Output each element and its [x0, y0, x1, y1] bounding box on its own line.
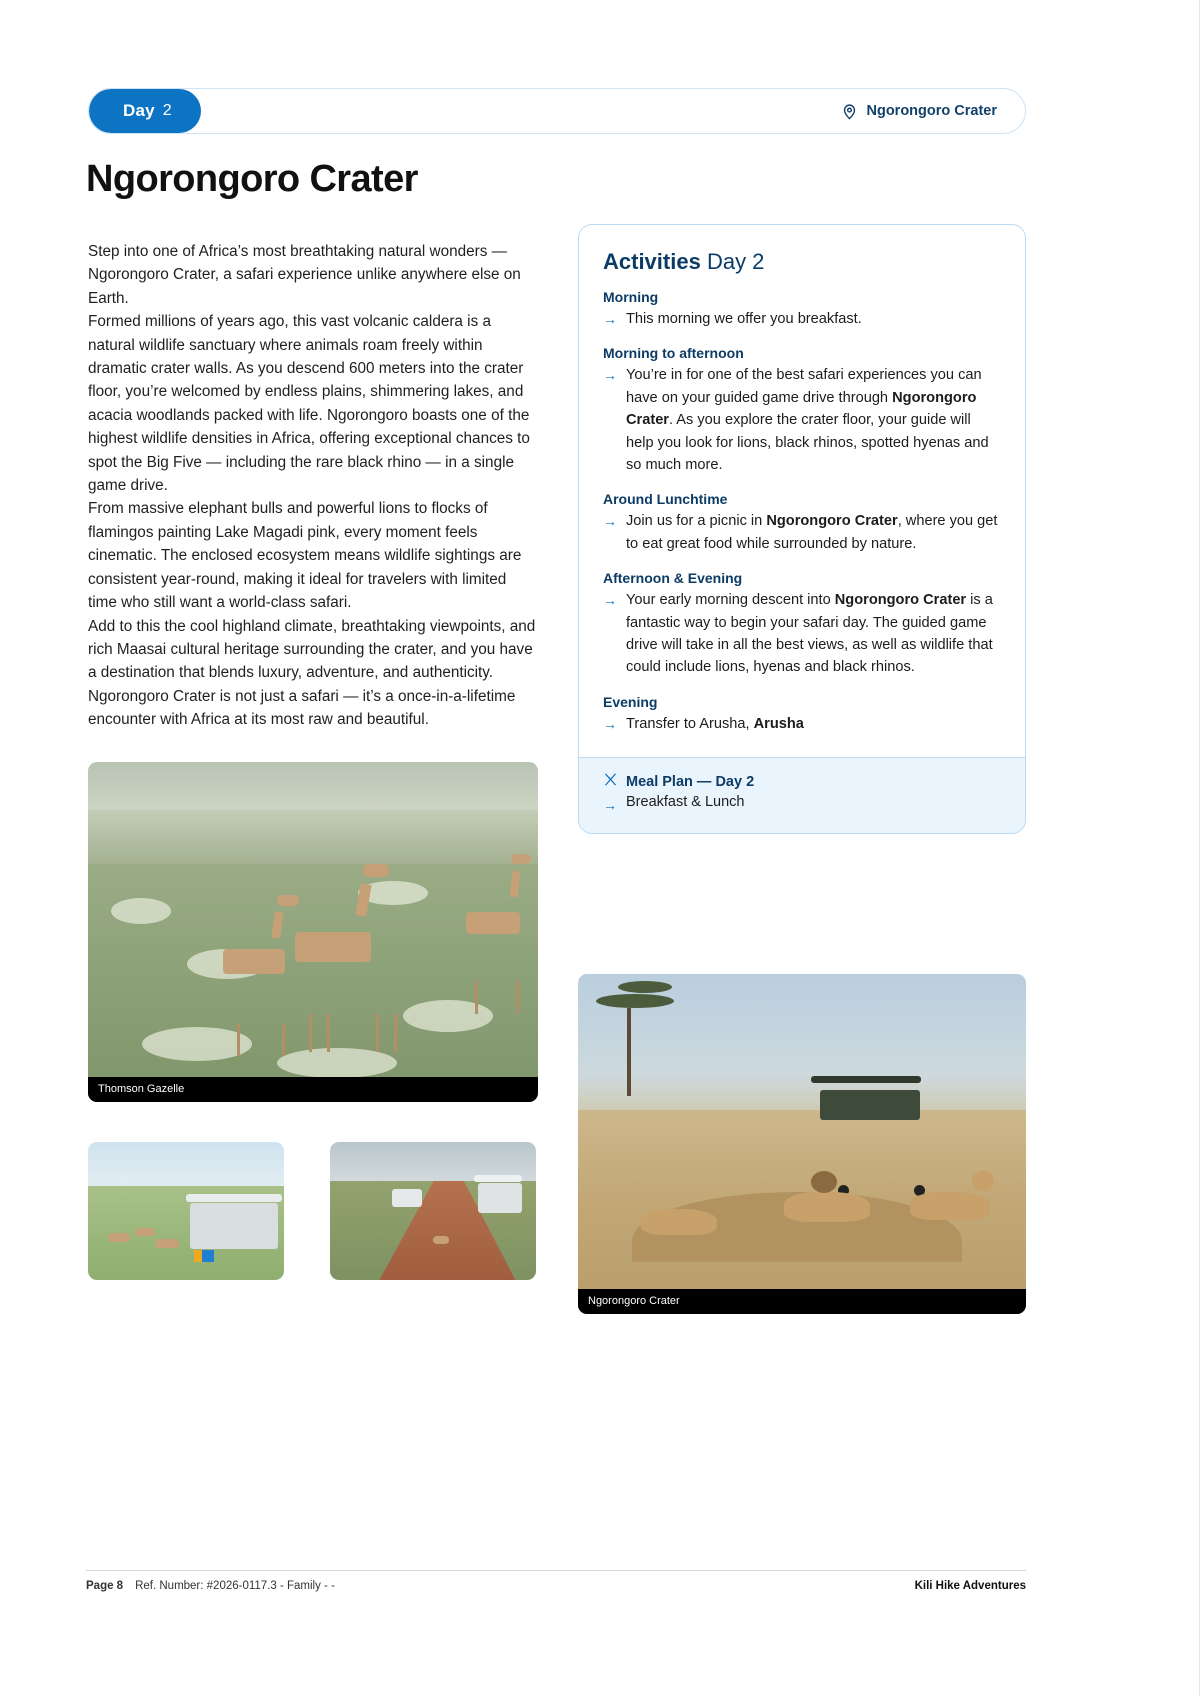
footer-brand: Kili Hike Adventures: [914, 1580, 1026, 1592]
activity-heading: Morning: [603, 289, 659, 305]
photo-dirt-road-vehicles: [330, 1142, 536, 1280]
body-text: [88, 240, 538, 732]
activity-segment: [603, 570, 999, 679]
activity-heading: Evening: [603, 693, 658, 710]
photo-caption: Thomson Gazelle: [88, 1077, 538, 1102]
activity-heading: Afternoon & Evening: [603, 570, 743, 587]
meal-plan-row: [603, 794, 999, 816]
arrow-icon: →: [603, 367, 617, 384]
activity-segment: [603, 345, 999, 476]
activity-text: This morning we offer you breakfast.: [626, 311, 862, 327]
activity-text: You’re in for one of the best safari experiences you can have on your guided game drive through Ngorongoro Crater. As you explore the crater floor, your guide will help you look for lions, black rhinos, spotted hyenas and so much more.: [626, 367, 989, 474]
activity-row: [603, 713, 999, 735]
meal-plan-label: Meal Plan — Day 2: [626, 773, 755, 790]
activity-heading: Morning to afternoon: [603, 345, 744, 362]
body-paragraph-3: From massive elephant bulls and powerful lions to flocks of flamingos painting Lake Magadi pink, every moment feels cinematic. The enclosed ecosystem means wildlife sightings are consistent year-round, making it ideal for travelers with limited time who still want a world-class safari.: [88, 500, 522, 612]
activities-title-bold: Activities: [603, 249, 701, 274]
day-number: 2: [162, 102, 172, 119]
activities-title-rest: Day 2: [700, 249, 765, 274]
body-paragraph-1: Step into one of Africa’s most breathtaking natural wonders — Ngorongoro Crater, a safari experience unlike anywhere else on Earth.: [88, 243, 521, 307]
meal-plan-section: [579, 757, 1025, 832]
activity-text: Join us for a picnic in Ngorongoro Crater, where you get to eat great food while surrounded by nature.: [626, 513, 998, 552]
map-pin-icon: [841, 103, 858, 120]
activity-segment: [603, 491, 999, 555]
activity-row: [603, 589, 999, 679]
day-label: Day: [123, 101, 155, 120]
photo-caption: Ngorongoro Crater: [578, 1289, 1026, 1314]
header-location: [841, 103, 1026, 120]
arrow-icon: →: [603, 311, 617, 327]
photo-safari-vehicle-plains: [88, 1142, 284, 1280]
footer-reference: Ref. Number: #2026-0117.3 - Family - -: [135, 1580, 335, 1592]
page-footer: [86, 1580, 1026, 1592]
activity-row: [603, 364, 999, 476]
activity-segment: [603, 289, 999, 330]
page-title: Ngorongoro Crater: [86, 158, 418, 200]
activity-row: [603, 510, 999, 555]
photo-thomson-gazelle: [88, 762, 538, 1102]
body-paragraph-2: Formed millions of years ago, this vast volcanic caldera is a natural wildlife sanctuary where animals roam freely within dramatic crater walls. As you descend 600 meters into the crater floor, you’re welcomed by endless plains, shimmering lakes, and acacia woodlands packed with life. Ngorongoro boasts one of the highest wildlife densities in Africa, offering exceptional chances to spot the Big Five — including the rare black rhino — in a single game drive.: [88, 313, 530, 495]
activity-text: Transfer to Arusha, Arusha: [626, 715, 804, 732]
activity-row: [603, 308, 999, 330]
activities-title: [603, 249, 999, 275]
meal-plan-heading: [603, 772, 999, 791]
day-tag: [89, 89, 201, 133]
header-location-label: Ngorongoro Crater: [866, 103, 997, 119]
activity-segment: [603, 694, 999, 735]
activity-text: Your early morning descent into Ngorongoro Crater is a fantastic way to begin your safari day. The guided game drive will take in all the best views, as well as wildlife that could include lions, hyenas and black rhinos.: [626, 592, 993, 676]
photo-ngorongoro-lions: [578, 974, 1026, 1314]
arrow-icon: →: [603, 592, 617, 609]
arrow-icon: →: [603, 797, 617, 814]
day-header-bar: [88, 88, 1026, 134]
arrow-icon: →: [603, 513, 617, 530]
body-paragraph-4: Add to this the cool highland climate, breathtaking viewpoints, and rich Maasai cultural heritage surrounding the crater, and you have a destination that blends luxury, adventure, and authenticity. Ngorongoro Crater is not just a safari — it’s a once-in-a-lifetime encounter with Africa at its most raw and beautiful.: [88, 617, 536, 729]
footer-page-number: Page 8: [86, 1580, 124, 1592]
activities-card: [578, 224, 1026, 834]
meal-plan-text: Breakfast & Lunch: [626, 794, 745, 811]
footer-divider: [86, 1570, 1026, 1571]
cutlery-icon: [603, 772, 618, 791]
arrow-icon: →: [603, 715, 617, 732]
activity-heading: Around Lunchtime: [603, 491, 728, 508]
